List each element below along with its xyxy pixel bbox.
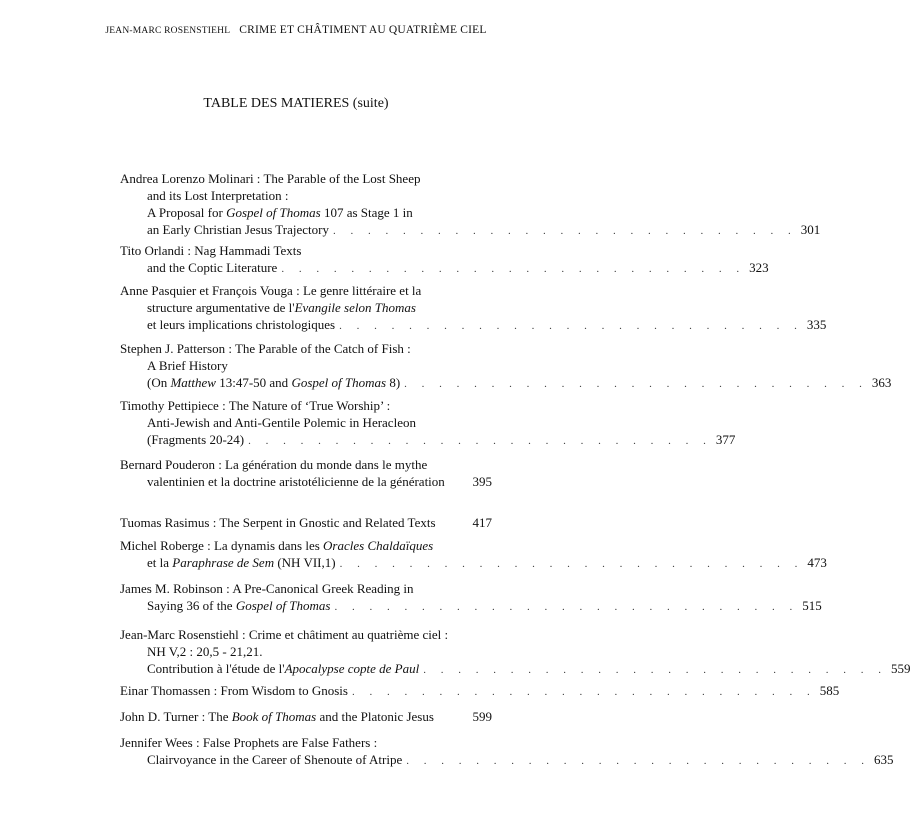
text-span: (NH VII,1) xyxy=(274,555,336,570)
toc-entry xyxy=(120,626,910,677)
italic-title: Gospel of Thomas xyxy=(226,205,321,220)
page-number: 585 xyxy=(819,683,840,698)
text-span: (Fragments 20-24) xyxy=(147,432,245,447)
toc-line-text xyxy=(120,581,414,596)
page-number: 559 xyxy=(890,661,910,676)
toc-entry-line xyxy=(120,473,492,490)
toc-entry-line xyxy=(120,242,492,259)
toc-entry-line xyxy=(120,357,492,374)
toc-entry xyxy=(120,456,492,490)
page-number: 335 xyxy=(806,317,827,332)
text-span: Michel Roberge : La dynamis dans les xyxy=(120,538,324,553)
text-span: Stephen J. Patterson : The Parable of the Catch of Fish : xyxy=(120,341,411,356)
page-number: 377 xyxy=(715,432,736,447)
toc-entry-line xyxy=(120,340,492,357)
toc-line-text xyxy=(120,243,301,258)
toc-line-text xyxy=(120,708,434,725)
italic-title: Gospel of Thomas xyxy=(235,598,331,613)
toc-line-text xyxy=(147,473,445,490)
text-span: NH V,2 : 20,5 - 21,21. xyxy=(147,644,263,659)
toc-entry-line xyxy=(120,626,492,643)
leader-dots: . . . . . . . . . . . . . . . . . . . . . . . . . . . xyxy=(406,755,870,767)
toc-line-text xyxy=(147,644,262,659)
toc-line-text xyxy=(147,259,277,276)
toc-line-text xyxy=(147,751,402,768)
toc-line-text xyxy=(120,682,348,699)
toc-line-text xyxy=(147,374,400,391)
toc-entry xyxy=(120,397,736,448)
text-span: Timothy Pettipiece : The Nature of ‘True Worship’ : xyxy=(120,398,391,413)
toc-line-text xyxy=(147,554,336,571)
text-span: and the Coptic Literature xyxy=(147,260,278,275)
leader-dots: . . . . . . . . . . . . . . . . . . . . . . . . . . . xyxy=(423,664,887,676)
toc-line-text xyxy=(120,627,448,642)
text-span: (On xyxy=(147,375,171,390)
leader-dots: . . . . . . . . . . . . . . . . . . . . . . . . . . . xyxy=(351,686,816,698)
toc-entry xyxy=(120,682,840,699)
page-number: 417 xyxy=(472,515,492,530)
toc-entry-line xyxy=(120,299,492,316)
page-number: 395 xyxy=(472,474,492,489)
text-span: an Early Christian Jesus Trajectory xyxy=(147,222,329,237)
text-span: Einar Thomassen : From Wisdom to Gnosis xyxy=(120,683,348,698)
leader-dots: . . . . . . . . . . . . . . . . . . . . . . . . . . . xyxy=(404,378,868,390)
toc-line-text xyxy=(120,735,377,750)
toc-entry-line xyxy=(120,554,827,571)
text-span: valentinien et la doctrine aristotélicienne de la génération xyxy=(147,474,445,489)
text-span: Jennifer Wees : False Prophets are False Fathers : xyxy=(120,735,378,750)
toc-entry xyxy=(120,340,892,391)
toc-entry xyxy=(120,537,827,571)
text-span: 107 as Stage 1 in xyxy=(320,205,413,220)
toc-line-text xyxy=(120,341,411,356)
toc-entry-line xyxy=(120,397,492,414)
italic-title: Evangile selon Thomas xyxy=(294,300,416,315)
text-span: Saying 36 of the xyxy=(147,598,236,613)
toc-entry xyxy=(120,170,821,238)
toc-entry-line xyxy=(120,682,840,699)
leader-dots: . . . . . . . . . . . . . . . . . . . . . . . . . . . xyxy=(248,435,712,447)
toc-entry-line xyxy=(120,431,736,448)
text-span: Tito Orlandi : Nag Hammadi Texts xyxy=(120,243,302,258)
page-number: 515 xyxy=(802,598,822,613)
text-span: and the Platonic Jesus xyxy=(316,709,434,724)
header-author: JEAN-MARC ROSENSTIEHL xyxy=(105,26,231,36)
toc-line-text xyxy=(147,597,330,614)
toc-entry-line xyxy=(120,282,492,299)
leader-dots: . . . . . . . . . . . . . . . . . . . . . . . . . . . xyxy=(281,263,746,275)
leader-dots: . . . . . . . . . . . . . . . . . . . . . . . . . . . xyxy=(332,225,797,237)
text-span: James M. Robinson : A Pre-Canonical Greek Reading in xyxy=(120,581,414,596)
toc-entry-line xyxy=(120,580,492,597)
toc-entry xyxy=(120,580,822,614)
text-span: et leurs implications christologiques xyxy=(147,317,336,332)
page-number: 363 xyxy=(871,375,892,390)
toc-line-text xyxy=(147,205,413,220)
text-span: Anti-Jewish and Anti-Gentile Polemic in Heracleon xyxy=(147,415,416,430)
toc-line-text xyxy=(120,457,427,472)
toc-entry xyxy=(120,708,492,725)
toc-line-text xyxy=(147,415,416,430)
text-span: John D. Turner : The xyxy=(120,709,232,724)
text-span: Bernard Pouderon : La génération du monde dans le mythe xyxy=(120,457,428,472)
toc-entry-line xyxy=(120,414,492,431)
italic-title: Matthew xyxy=(170,375,216,390)
toc-line-text xyxy=(147,358,228,373)
text-span: Jean-Marc Rosenstiehl : Crime et châtiment au quatrième ciel : xyxy=(120,627,449,642)
toc-entry-line xyxy=(120,643,492,660)
text-span: 13:47-50 and xyxy=(215,375,292,390)
italic-title: Paraphrase de Sem xyxy=(172,555,275,570)
toc-entry xyxy=(120,242,769,276)
toc-entry-line xyxy=(120,456,492,473)
text-span: A Brief History xyxy=(147,358,228,373)
toc-line-text xyxy=(147,300,416,315)
toc-entry-line xyxy=(120,259,769,276)
toc-entry-line xyxy=(120,221,821,238)
text-span: 8) xyxy=(386,375,401,390)
toc-entry-line xyxy=(120,537,492,554)
toc-line-text xyxy=(120,283,421,298)
toc-line-text xyxy=(120,514,436,531)
toc-line-text xyxy=(120,538,433,553)
toc-line-text xyxy=(120,398,390,413)
text-span: Tuomas Rasimus : The Serpent in Gnostic and Related Texts xyxy=(120,515,436,530)
toc-entry-line xyxy=(120,187,492,204)
leader-dots: . . . . . . . . . . . . . . . . . . . . . . . . . . . xyxy=(334,601,799,613)
toc-entry-line xyxy=(120,734,492,751)
text-span: Clairvoyance in the Career of Shenoute of Atripe xyxy=(147,752,403,767)
italic-title: Apocalypse copte de Paul xyxy=(284,661,420,676)
toc-entry xyxy=(120,734,894,768)
italic-title: Book of Thomas xyxy=(231,709,317,724)
italic-title: Oracles Chaldaïques xyxy=(323,538,434,553)
text-span: Contribution à l'étude de l' xyxy=(147,661,285,676)
toc-entry-line xyxy=(120,708,492,725)
page-title: TABLE DES MATIERES (suite) xyxy=(203,96,389,111)
toc-line-text xyxy=(147,431,244,448)
toc-entry-line xyxy=(120,751,894,768)
text-span: et la xyxy=(147,555,173,570)
page-number: 473 xyxy=(807,555,827,570)
toc-entry-line xyxy=(120,374,892,391)
page-number: 599 xyxy=(472,709,492,724)
text-span: and its Lost Interpretation : xyxy=(147,188,289,203)
page-number: 323 xyxy=(749,260,769,275)
text-span: Anne Pasquier et François Vouga : Le genre littéraire et la xyxy=(120,283,422,298)
toc-line-text xyxy=(147,188,289,203)
toc-line-text xyxy=(147,660,419,677)
toc-entry-line xyxy=(120,597,822,614)
toc-entry-line xyxy=(120,204,492,221)
header-work-title: CRIME ET CHÂTIMENT AU QUATRIÈME CIEL xyxy=(239,24,487,36)
toc-line-text xyxy=(147,316,335,333)
toc-entry-line xyxy=(120,316,827,333)
page-number: 635 xyxy=(873,752,894,767)
toc-entry xyxy=(120,282,827,333)
toc-entry-line xyxy=(120,514,492,531)
toc-entry xyxy=(120,514,492,531)
text-span: Andrea Lorenzo Molinari : The Parable of the Lost Sheep xyxy=(120,171,421,186)
toc-line-text xyxy=(120,171,420,186)
text-span: structure argumentative de l' xyxy=(147,300,295,315)
toc-entry-line xyxy=(120,170,492,187)
toc-entry-line xyxy=(120,660,910,677)
toc-line-text xyxy=(147,221,329,238)
text-span: A Proposal for xyxy=(147,205,227,220)
page-number: 301 xyxy=(800,222,821,237)
leader-dots: . . . . . . . . . . . . . . . . . . . . . . . . . . . xyxy=(339,320,803,332)
running-header xyxy=(0,24,592,36)
italic-title: Gospel of Thomas xyxy=(291,375,387,390)
leader-dots: . . . . . . . . . . . . . . . . . . . . . . . . . . . xyxy=(339,558,804,570)
